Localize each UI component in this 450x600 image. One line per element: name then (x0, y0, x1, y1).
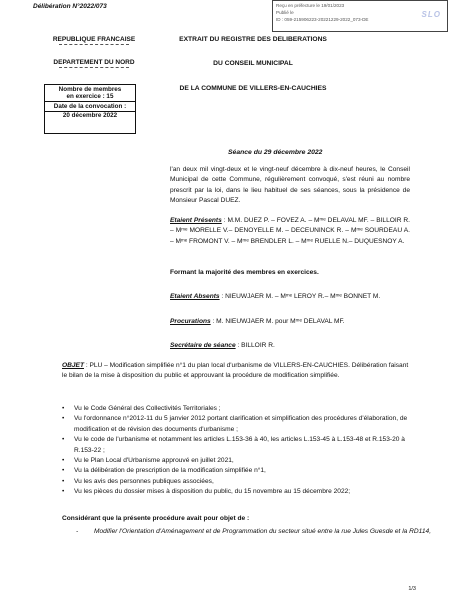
vu-item: • Vu le Code Général des Collectivités Territoriales ; (62, 404, 412, 414)
objet-paragraph (62, 361, 412, 382)
convocation-date: 20 décembre 2022 (62, 112, 118, 119)
present-paragraph (170, 216, 410, 247)
absent-label: Etaient Absents (170, 293, 220, 300)
vu-item: • Vu les avis des personnes publiques associées, (62, 477, 412, 487)
members-cell (45, 85, 135, 102)
members-count: en exercice : 15 (66, 93, 114, 100)
divider (59, 44, 129, 45)
majority-line: Formant la majorité des membres en exercices. (170, 269, 319, 276)
vu-item: • Vu le Plan Local d'Urbanisme approuvé en juillet 2021, (62, 456, 412, 466)
stamp-line: ID : 059-215906223-20221229-2022_073-DE (276, 17, 369, 23)
divider (59, 67, 129, 68)
proxies-list: : M. NIEUWJAER M. pour Mᵐᵉ DELAVAL MF. (210, 318, 345, 325)
objet-label: OBJET (62, 362, 84, 369)
vu-item: • Vu la délibération de prescription de la modification simplifiée n°1, (62, 466, 412, 476)
proxies-paragraph (170, 317, 410, 327)
stamp-line: Publié le (276, 10, 294, 16)
secretary-name: : BILLOIR R. (235, 342, 275, 349)
republic-heading (44, 36, 144, 45)
vu-item: • Vu l'ordonnance n°2012-11 du 5 janvier 2012 portant clarification et simplification des procédures d'élaboration, de modification et de révision des documents d'urbanisme ; (62, 414, 412, 435)
members-label: Nombre de membres (58, 85, 122, 93)
session-date: Séance du 29 décembre 2022 (228, 149, 323, 156)
present-list: : M.M. DUEZ P. – FOVEZ A. – Mᵐᵉ DELAVAL MF. – BILLOIR R. – Mᵐᵉ MORELLE V.– DENOYELLE M. – DECEUNINCK R. – Mᵐᵉ SOURDEAU A. – Mᵐᵉ FROMONT V. – Mᵐᵉ BRENDLER L. – Mᵐᵉ RUELLE N.– DUQUESNOY A. (170, 217, 410, 245)
convocation-label-cell: Date de la convocation : (45, 102, 135, 112)
department-heading (44, 59, 144, 68)
absent-paragraph (170, 292, 410, 302)
vu-list-block (62, 404, 412, 498)
absent-list: : NIEUWJAER M. – Mᵐᵉ LEROY R.– Mᵐᵉ BONNET M. (219, 293, 381, 300)
present-label: Etaient Présents (170, 217, 222, 224)
proxies-label: Procurations (170, 318, 211, 325)
secretary-label: Secrétaire de séance (170, 342, 236, 349)
members-box (44, 84, 136, 134)
vu-item: • Vu le code de l'urbanisme et notamment les articles L.153-36 à 40, les articles L.153-45 à L.153-48 et R.153-20 à R.153-22 ; (62, 435, 412, 456)
deliberation-number: Délibération N°2022/073 (33, 3, 107, 10)
department-text: DEPARTEMENT DU NORD (53, 59, 135, 66)
council-title: DU CONSEIL MUNICIPAL (213, 60, 293, 67)
stamp-line: Reçu en préfecture le 19/01/2023 (276, 3, 345, 8)
register-title: EXTRAIT DU REGISTRE DES DELIBERATIONS (179, 36, 327, 43)
vu-list (62, 404, 412, 498)
prefecture-stamp (272, 0, 448, 32)
stamp-watermark: SLO (421, 10, 441, 19)
vu-item: • Vu les pièces du dossier mises à disposition du public, du 15 novembre au 15 décembre 2022; (62, 487, 412, 497)
secretary-paragraph (170, 341, 410, 351)
objet-text: : PLU – Modification simplifiée n°1 du plan local d'urbanisme de VILLERS-EN-CAUCHIES. Délibération faisant le bilan de la mise à disposition du public et approuvant la procédure de modification simplifiée. (62, 362, 409, 380)
intro-paragraph: l'an deux mil vingt-deux et le vingt-neuf décembre à dix-neuf heures, le Conseil Municipal de cette Commune, régulièrement convoqué, s'est réuni au nombre prescrit par la loi, dans le lieu habituel de ses séances, sous la présidence de Monsieur Pascal DUEZ. (170, 166, 410, 205)
page-number: 1/3 (408, 586, 416, 592)
republic-text: REPUBLIQUE FRANCAISE (52, 36, 136, 43)
objective-item: - Modifier l'Orientation d'Aménagement et de Programmation du secteur situé entre la rue Jules Guesde et la RD114, (62, 527, 444, 537)
commune-title: DE LA COMMUNE DE VILLERS-EN-CAUCHIES (179, 85, 327, 92)
considering-line: Considérant que la présente procédure avait pour objet de : (62, 515, 250, 522)
